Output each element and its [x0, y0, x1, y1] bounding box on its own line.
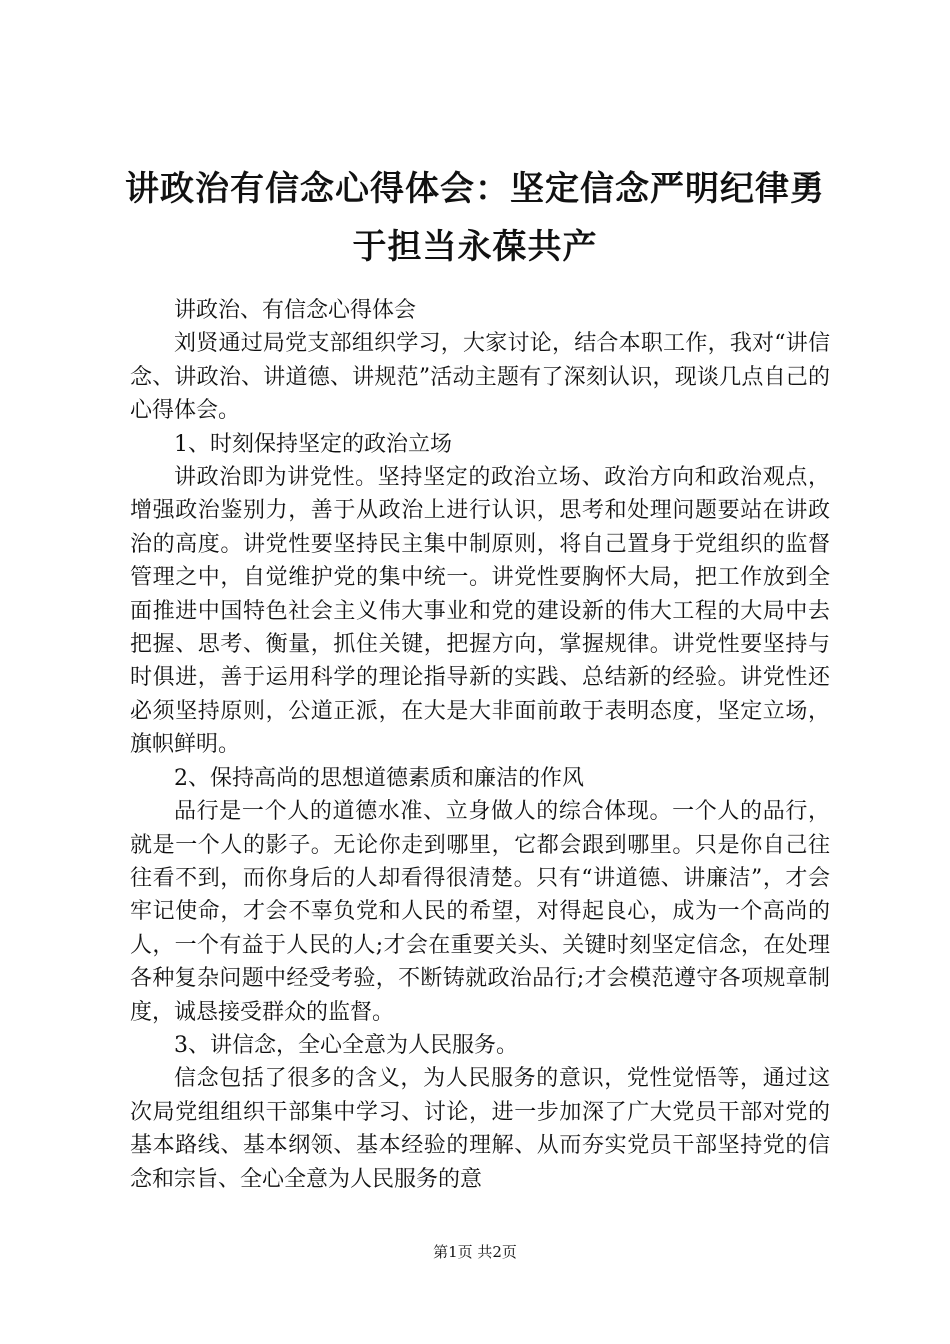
- body-paragraph: 刘贤通过局党支部组织学习，大家讨论，结合本职工作，我对“讲信念、讲政治、讲道德、讲规范”活动主题有了深刻认识，现谈几点自己的心得体会。: [130, 331, 830, 424]
- body-paragraph: 讲政治、有信念心得体会: [174, 298, 417, 323]
- document-title: 讲政治有信念心得体会：坚定信念严明纪律勇于担当永葆共产: [125, 169, 825, 267]
- body-paragraph: 品行是一个人的道德水准、立身做人的综合体现。一个人的品行，就是一个人的影子。无论你走到哪里，它都会跟到哪里。只是你自己往往看不到，而你身后的人却看得很清楚。只有“讲道德、讲廉洁”，才会牢记使命，才会不辜负党和人民的希望，对得起良心，成为一个高尚的人，一个有益于人民的人;才会在重要关头、关键时刻坚定信念，在处理各种复杂问题中经受考验，不断铸就政治品行;才会模范遵守各项规章制度，诚恳接受群众的监督。: [130, 799, 830, 1025]
- section-heading: 3、讲信念，全心全意为人民服务。: [174, 1032, 518, 1058]
- body-paragraph: 信念包括了很多的含义，为人民服务的意识，党性觉悟等，通过这次局党组组织干部集中学习、讨论，进一步加深了广大党员干部对党的基本路线、基本纲领、基本经验的理解、从而夯实党员干部坚持党的信念和宗旨、全心全意为人民服务的意: [130, 1066, 830, 1192]
- section-heading: 2、保持高尚的思想道德素质和廉洁的作风: [174, 765, 584, 791]
- page-footer: 第1页 共2页: [433, 1243, 517, 1261]
- section-heading: 1、时刻保持坚定的政治立场: [174, 431, 452, 457]
- document-body: [130, 294, 830, 1196]
- body-paragraph: 讲政治即为讲党性。坚持坚定的政治立场、政治方向和政治观点，增强政治鉴别力，善于从政治上进行认识，思考和处理问题要站在讲政治的高度。讲党性要坚持民主集中制原则，将自己置身于党组织的监督管理之中，自觉维护党的集中统一。讲党性要胸怀大局，把工作放到全面推进中国特色社会主义伟大事业和党的建设新的伟大工程的大局中去把握、思考、衡量，抓住关键，把握方向，掌握规律。讲党性要坚持与时俱进，善于运用科学的理论指导新的实践、总结新的经验。讲党性还必须坚持原则，公道正派，在大是大非面前敢于表明态度，坚定立场，旗帜鲜明。: [130, 465, 830, 758]
